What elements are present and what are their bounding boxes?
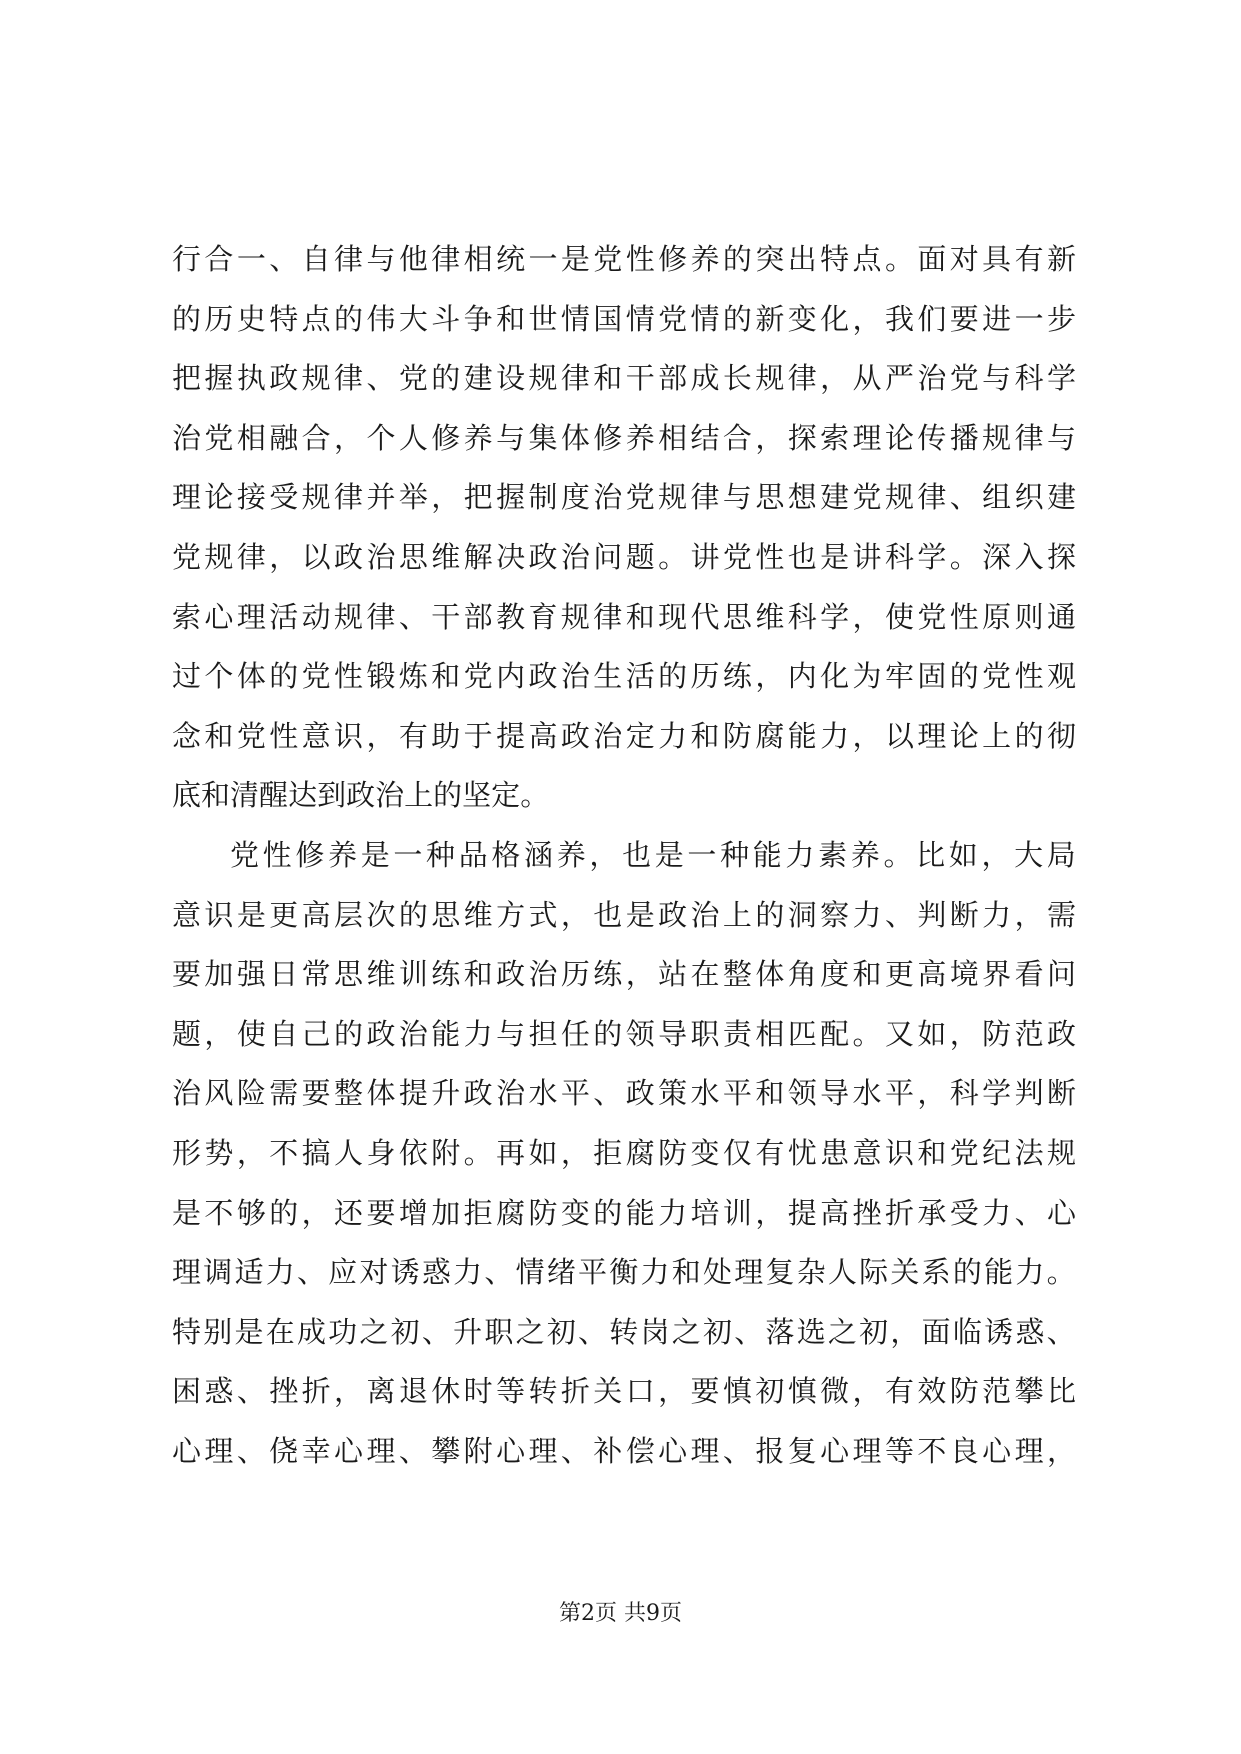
text-line: 理 论 接 受 规 律 并 举 ， 把 握 制 度 治 党 规 律 与 思 想 建 党 规 律 、 组 织 建: [172, 480, 1076, 515]
text-line: 理 调 适 力 、 应 对 诱 惑 力 、 情 绪 平 衡 力 和 处 理 复 杂 人 际 关 系 的 能 力 。: [172, 1255, 1076, 1290]
text-line: 要 加 强 日 常 思 维 训 练 和 政 治 历 练 ， 站 在 整 体 角 度 和 更 高 境 界 看 问: [172, 957, 1076, 992]
text-line: 特 别 是 在 成 功 之 初 、 升 职 之 初 、 转 岗 之 初 、 落 选 之 初 ， 面 临 诱 惑 、: [172, 1314, 1076, 1349]
text-line: 把 握 执 政 规 律 、 党 的 建 设 规 律 和 干 部 成 长 规 律 ， 从 严 治 党 与 科 学: [172, 361, 1076, 396]
text-line: 行 合 一 、 自 律 与 他 律 相 统 一 是 党 性 修 养 的 突 出 特 点 。 面 对 具 有 新: [172, 242, 1076, 276]
text-line: 党 规 律 ， 以 政 治 思 维 解 决 政 治 问 题 。 讲 党 性 也 是 讲 科 学 。 深 入 探: [172, 539, 1076, 574]
text-line: 念 和 党 性 意 识 ， 有 助 于 提 高 政 治 定 力 和 防 腐 能 力 ， 以 理 论 上 的 彻: [172, 718, 1076, 753]
text-line: 心 理 、 侥 幸 心 理 、 攀 附 心 理 、 补 偿 心 理 、 报 复 心 理 等 不 良 心 理 ，: [172, 1433, 1076, 1468]
text-line: 索 心 理 活 动 规 律 、 干 部 教 育 规 律 和 现 代 思 维 科 学 ， 使 党 性 原 则 通: [172, 599, 1076, 634]
text-line: 题 ， 使 自 己 的 政 治 能 力 与 担 任 的 领 导 职 责 相 匹 配 。 又 如 ， 防 范 政: [172, 1016, 1076, 1051]
text-line: 底 和 清 醒 达 到 政 治 上 的 坚 定 。: [172, 778, 550, 813]
text-line: 治 党 相 融 合 ， 个 人 修 养 与 集 体 修 养 相 结 合 ， 探 索 理 论 传 播 规 律 与: [172, 420, 1076, 455]
page-footer: 第2页 共9页: [559, 1601, 682, 1626]
text-line: 党 性 修 养 是 一 种 品 格 涵 养 ， 也 是 一 种 能 力 素 养 。 比 如 ， 大 局: [230, 837, 1076, 872]
text-line: 是 不 够 的 ， 还 要 增 加 拒 腐 防 变 的 能 力 培 训 ， 提 高 挫 折 承 受 力 、 心: [172, 1195, 1076, 1230]
text-line: 形 势 ， 不 搞 人 身 依 附 。 再 如 ， 拒 腐 防 变 仅 有 忧 患 意 识 和 党 纪 法 规: [172, 1135, 1076, 1170]
text-line: 困 惑 、 挫 折 ， 离 退 休 时 等 转 折 关 口 ， 要 慎 初 慎 微 ， 有 效 防 范 攀 比: [172, 1374, 1076, 1409]
document-body: [172, 230, 1076, 1481]
text-line: 意 识 是 更 高 层 次 的 思 维 方 式 ， 也 是 政 治 上 的 洞 察 力 、 判 断 力 ， 需: [172, 897, 1076, 932]
text-line: 过 个 体 的 党 性 锻 炼 和 党 内 政 治 生 活 的 历 练 ， 内 化 为 牢 固 的 党 性 观: [172, 659, 1076, 694]
text-line: 治 风 险 需 要 整 体 提 升 政 治 水 平 、 政 策 水 平 和 领 导 水 平 ， 科 学 判 断: [172, 1076, 1076, 1111]
text-line: 的 历 史 特 点 的 伟 大 斗 争 和 世 情 国 情 党 情 的 新 变 化 ， 我 们 要 进 一 步: [172, 301, 1076, 336]
